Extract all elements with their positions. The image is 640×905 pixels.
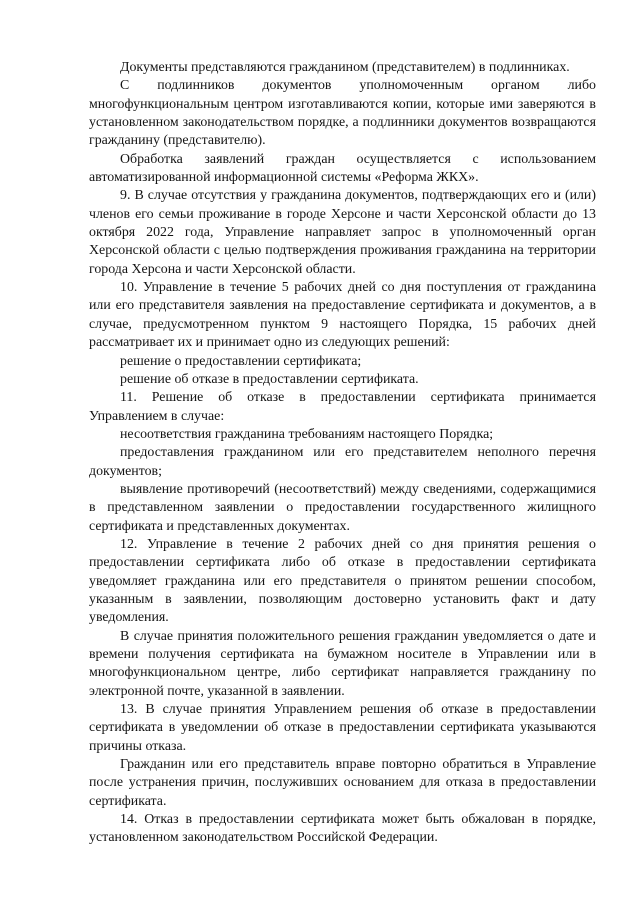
paragraph-originals: Документы представляются гражданином (представителем) в подлинниках. xyxy=(120,60,570,75)
paragraph-item-13: 13. В случае принятия Управлением решения об отказе в предоставлении сертификата в уведомлении об отказе в предоставлении сертификата указываются причины отказа. xyxy=(89,702,596,754)
refusal-reason-incomplete-documents: предоставления гражданином или его представителем неполного перечня документов; xyxy=(89,445,596,479)
paragraph-processing: Обработка заявлений граждан осуществляется с использованием автоматизированной информационной системы «Реформа ЖКХ». xyxy=(89,151,596,186)
refusal-reason-nonconformity: несоответствия гражданина требованиям настоящего Порядка; xyxy=(120,426,494,442)
paragraph-item-14: 14. Отказ в предоставлении сертификата может быть обжалован в порядке, установленном законодательством Российской Федерации. xyxy=(89,812,596,846)
document-page xyxy=(89,59,596,848)
paragraph-copies: С подлинников документов уполномоченным органом либо многофункциональным центром изготавливаются копии, которые ими заверяются в установленном законодательством порядке, а подлинники документов возвращаются гражданину (представителю). xyxy=(89,78,596,149)
paragraph-item-11: 11. Решение об отказе в предоставлении сертификата принимается Управлением в случае: xyxy=(89,390,596,424)
paragraph-reapply: Гражданин или его представитель вправе повторно обратиться в Управление после устранения причин, послуживших основанием для отказа в предоставлении сертификата. xyxy=(89,757,596,809)
refusal-reason-contradictions: выявление противоречий (несоответствий) между сведениями, содержащимися в представленном заявлении о предоставлении государственного жилищного сертификата и представленных документах. xyxy=(89,481,596,534)
paragraph-item-9: 9. В случае отсутствия у гражданина документов, подтверждающих его и (или) членов его семьи проживание в городе Херсоне и части Херсонской области до 13 октября 2022 года, Управление направляет запрос в уполномоченный орган Херсонской области с целью подтверждения проживания гражданина на территории города Херсона и части Херсонской области. xyxy=(89,188,596,277)
decision-option-grant: решение о предоставлении сертификата; xyxy=(120,353,362,369)
decision-option-refuse: решение об отказе в предоставлении сертификата. xyxy=(120,371,419,387)
paragraph-item-10: 10. Управление в течение 5 рабочих дней со дня поступления от гражданина или его представителя заявления на предоставление сертификата и документов, а в случае, предусмотренном пунктом 9 настоящего Порядка, 15 рабочих дней рассматривает их и принимает одно из следующих решений: xyxy=(89,280,596,351)
paragraph-positive-decision: В случае принятия положительного решения гражданин уведомляется о дате и времени получения сертификата на бумажном носителе в Управлении или в многофункциональном центре, либо сертификат направляется гражданину по электронной почте, указанной в заявлении. xyxy=(89,628,596,699)
paragraph-item-12: 12. Управление в течение 2 рабочих дней со дня принятия решения о предоставлении сертификата либо об отказе в предоставлении сертификата уведомляет гражданина или его представителя о принятом решении способом, указанным в заявлении, позволяющим достоверно установить факт и дату уведомления. xyxy=(89,536,596,626)
